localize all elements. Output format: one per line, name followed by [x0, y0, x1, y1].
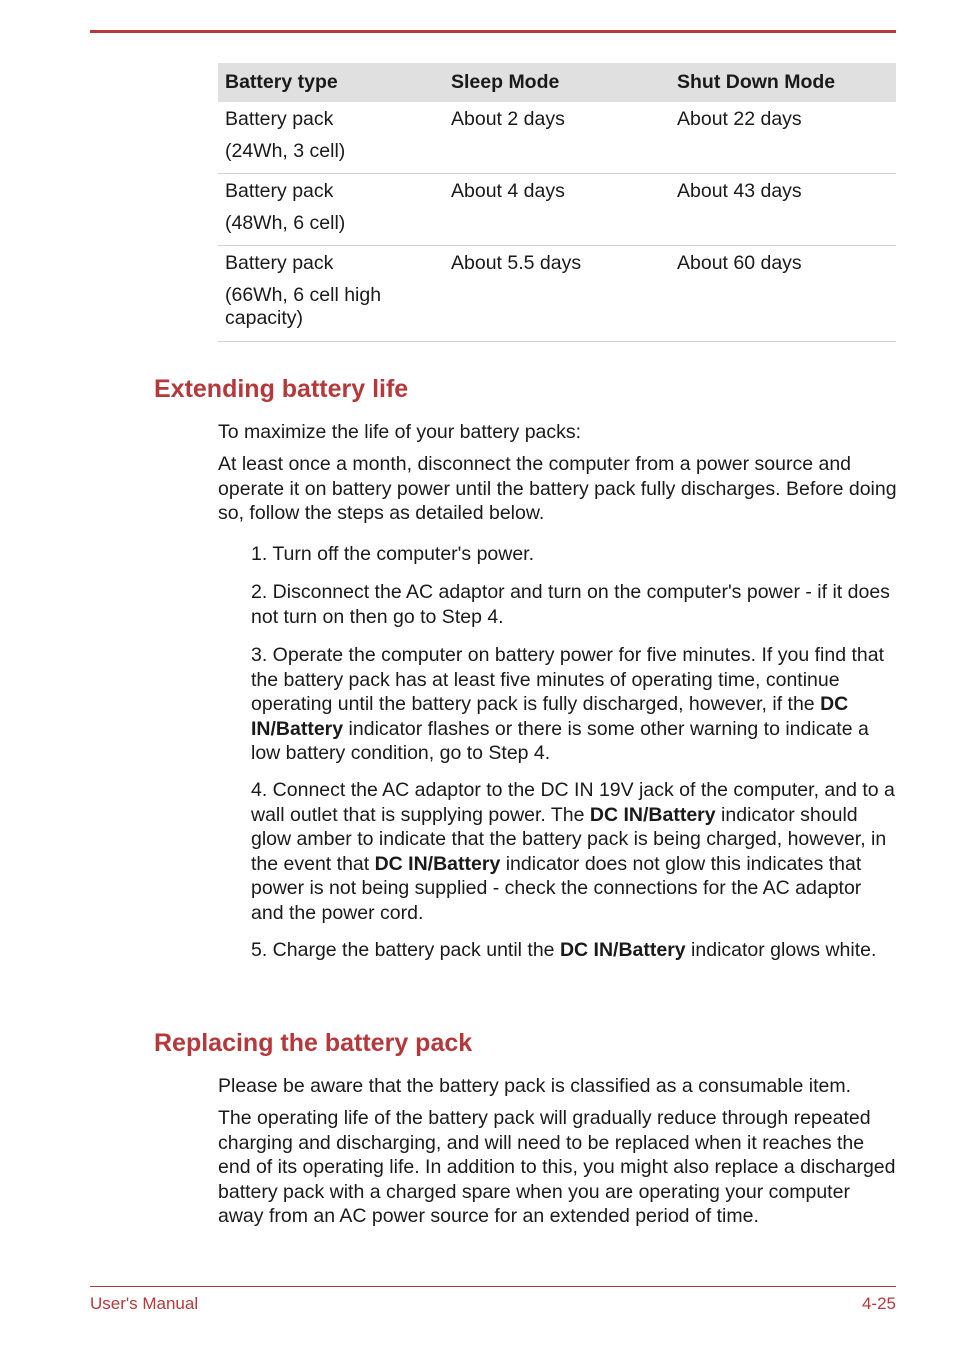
indicator-name: DC IN/Battery	[374, 852, 501, 875]
table-row	[218, 173, 896, 245]
cell-shutdown: About 60 days	[670, 245, 896, 341]
cell-battery-type	[218, 173, 444, 245]
footer-page-number: 4-25	[861, 1294, 896, 1313]
table-header-row	[218, 63, 896, 102]
step-5-text-b: indicator glows white.	[685, 939, 877, 961]
battery-type: Battery pack	[225, 179, 334, 202]
heading-extending-battery-life: Extending battery life	[154, 375, 409, 403]
step-5-text-a: 5. Charge the battery pack until the	[251, 939, 560, 961]
header-battery-type: Battery type	[218, 63, 444, 102]
step-2: 2. Disconnect the AC adaptor and turn on the computer's power - if it does not turn on then go to Step 4.	[251, 581, 890, 628]
footer-manual-title: User's Manual	[90, 1294, 199, 1313]
step-5	[251, 938, 896, 963]
cell-battery-type	[218, 245, 444, 341]
battery-life-table	[218, 63, 896, 342]
cell-battery-type	[218, 102, 444, 173]
extending-paragraph: At least once a month, disconnect the computer from a power source and operate it on battery power until the battery pack fully discharges. Before doing so, follow the steps as detailed below.	[218, 453, 897, 524]
table-row	[218, 102, 896, 173]
cell-shutdown: About 43 days	[670, 173, 896, 245]
indicator-name: DC IN/Battery	[251, 693, 849, 740]
table-row	[218, 245, 896, 341]
step-4	[251, 778, 896, 925]
cell-sleep: About 2 days	[444, 102, 670, 173]
step-3-text-a: 3. Operate the computer on battery power for five minutes. If you find that the battery pack has at least five minutes of operating time, continue operating until the battery pack is fully discharged, however, if the	[251, 644, 884, 715]
extending-intro: To maximize the life of your battery packs:	[218, 421, 582, 443]
indicator-name: DC IN/Battery	[559, 939, 686, 961]
battery-type: Battery pack	[225, 108, 334, 130]
cell-shutdown: About 22 days	[670, 102, 896, 173]
indicator-name: DC IN/Battery	[589, 803, 716, 826]
step-4-text-a: 4. Connect the AC adaptor to the DC IN 19V jack of the computer, and to a wall outlet that is supplying power. The	[251, 779, 895, 826]
battery-type: Battery pack	[225, 251, 334, 274]
replacing-paragraph-1: Please be aware that the battery pack is classified as a consumable item.	[218, 1075, 851, 1097]
heading-replacing-battery-pack: Replacing the battery pack	[154, 1029, 473, 1057]
battery-spec: (48Wh, 6 cell)	[225, 211, 346, 234]
battery-spec: (66Wh, 6 cell high capacity)	[225, 283, 382, 329]
replacing-paragraph-2: The operating life of the battery pack will gradually reduce through repeated charging and discharging, and will need to be replaced when it reaches the end of its operating life. In addition to this, you might also replace a discharged battery pack with a charged spare when you are operating your computer away from an AC power source for an extended period of time.	[218, 1107, 896, 1227]
step-1: 1. Turn off the computer's power.	[251, 543, 535, 565]
battery-spec: (24Wh, 3 cell)	[225, 140, 346, 162]
top-rule	[90, 30, 896, 33]
cell-sleep: About 4 days	[444, 173, 670, 245]
step-3	[251, 643, 896, 766]
header-sleep-mode: Sleep Mode	[444, 63, 670, 102]
step-4-text-b: indicator should glow amber to indicate that the battery pack is being charged, however, in the event that	[251, 803, 887, 875]
cell-sleep: About 5.5 days	[444, 245, 670, 341]
step-4-text-c: indicator does not glow this indicates that power is not being supplied - check the connections for the AC adaptor and the power cord.	[251, 852, 862, 924]
header-shutdown-mode: Shut Down Mode	[670, 63, 896, 102]
step-3-text-b: indicator flashes or there is some other warning to indicate a low battery condition, go to Step 4.	[251, 717, 869, 764]
bottom-rule	[90, 1286, 896, 1287]
